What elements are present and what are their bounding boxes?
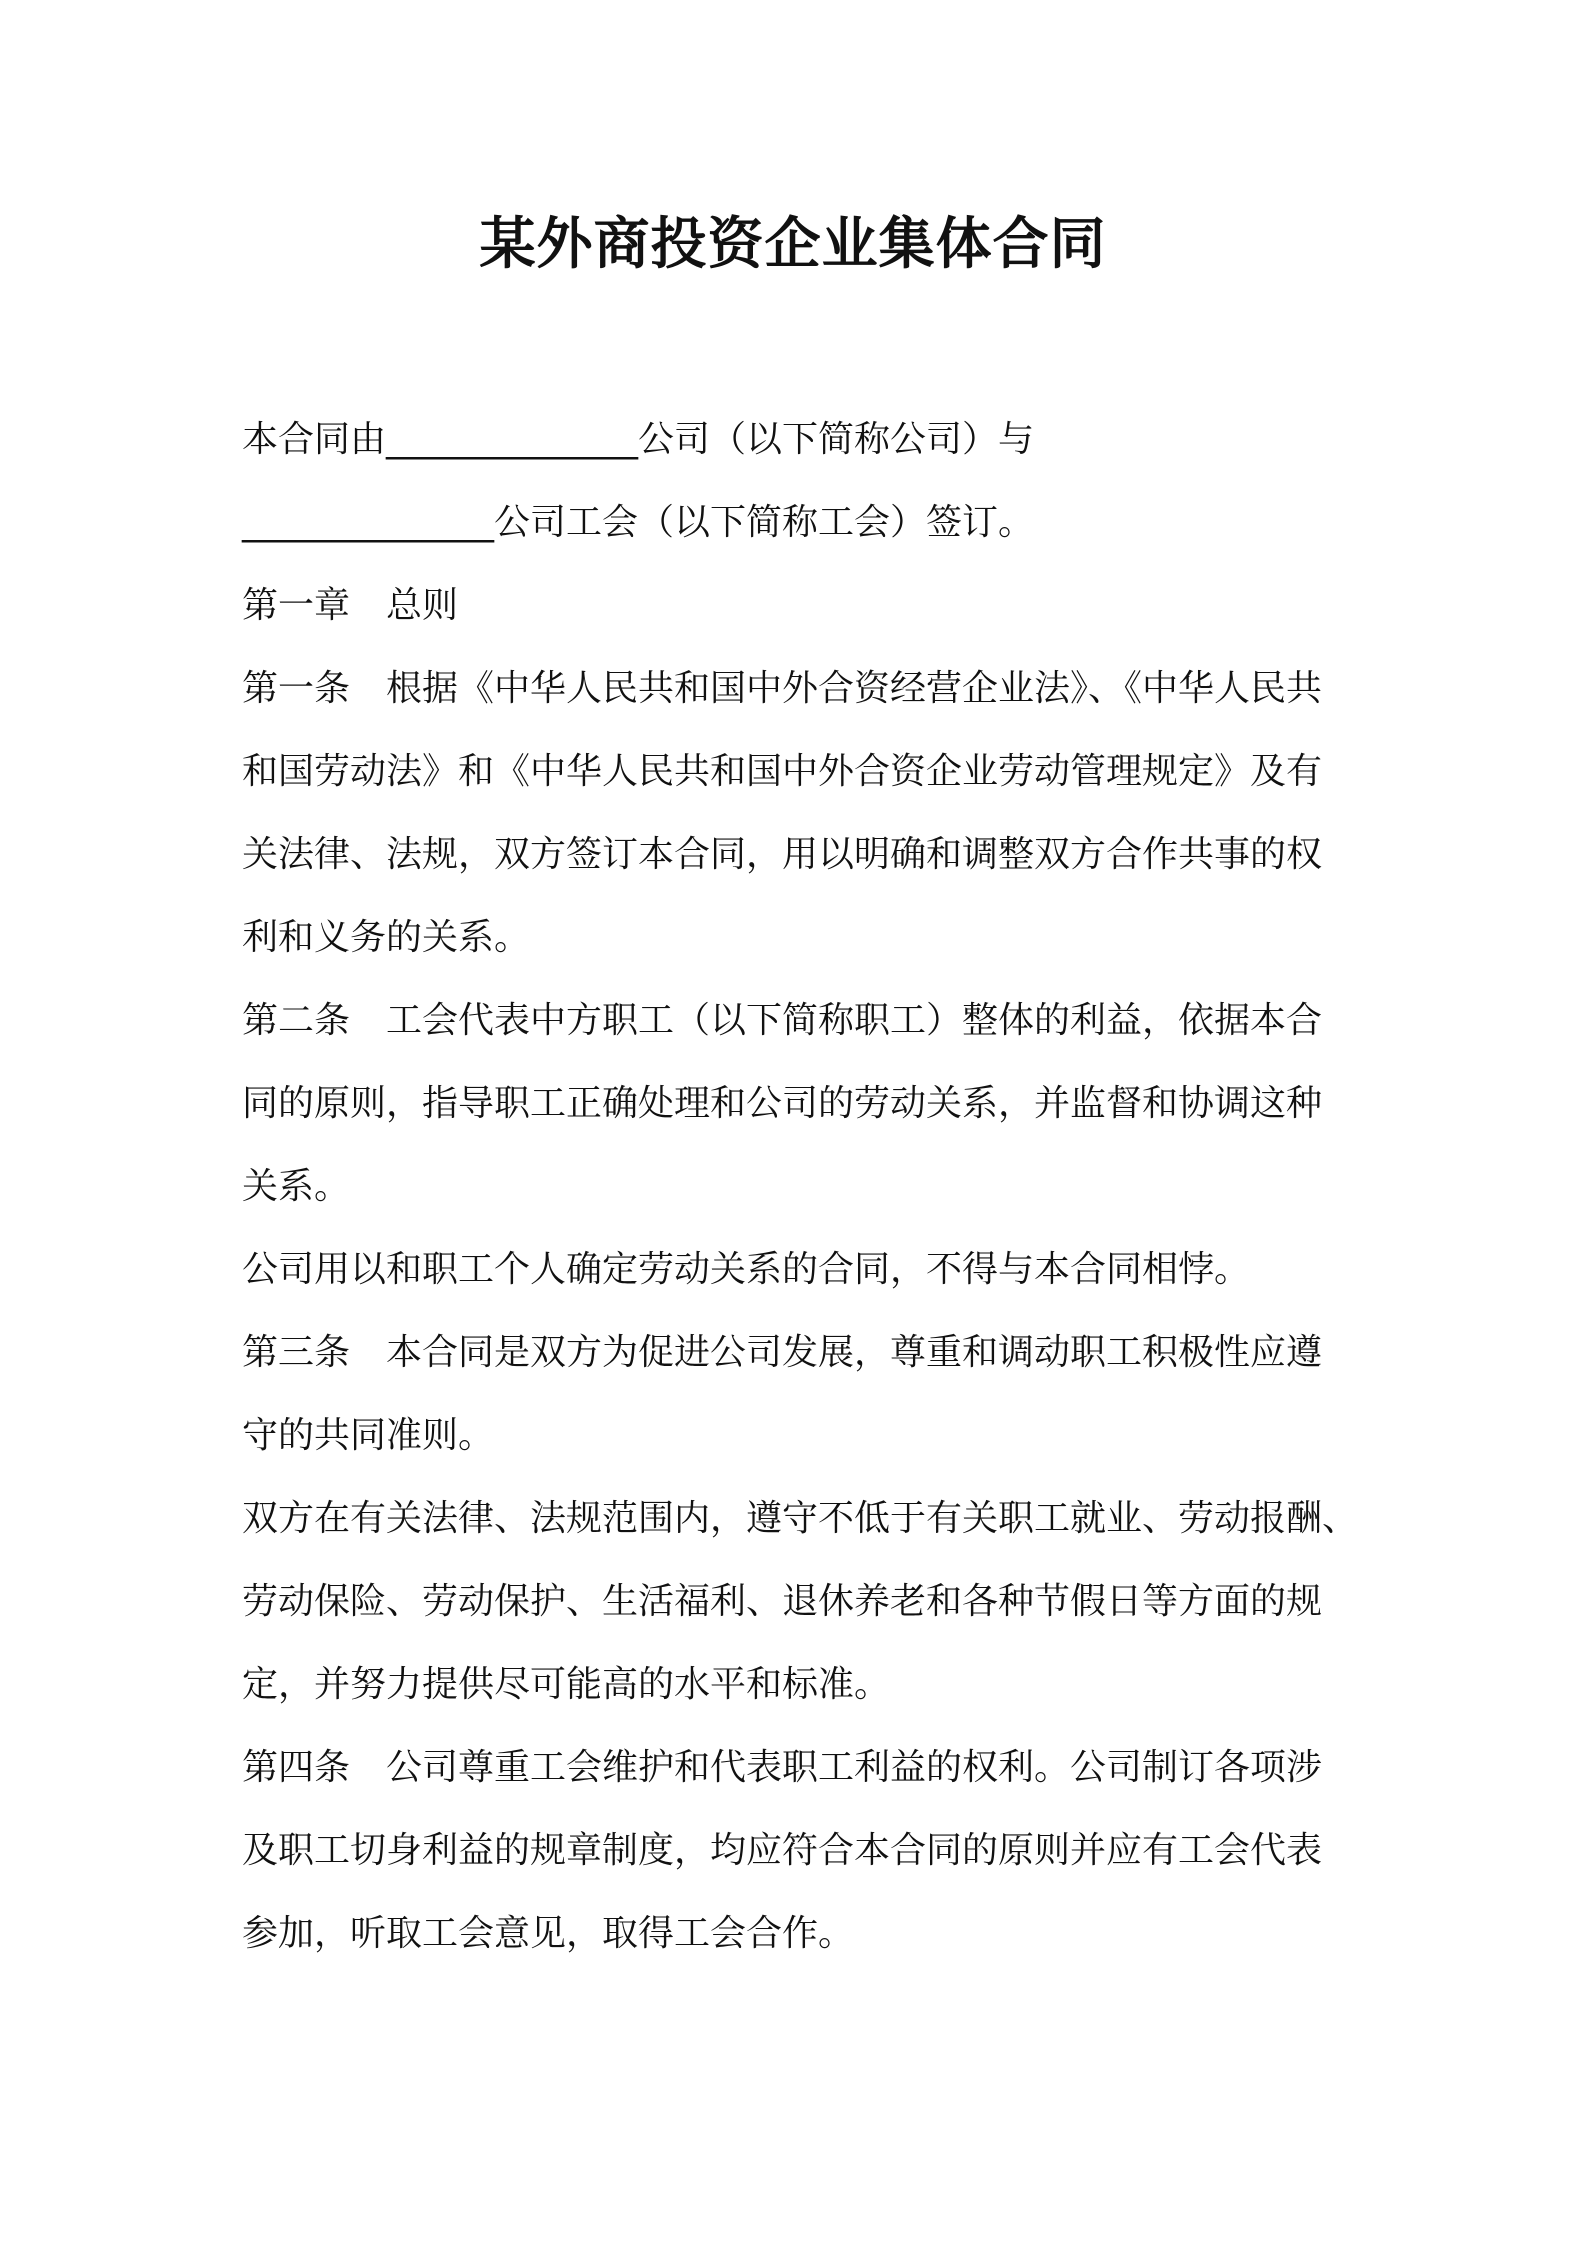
text-line: 关系。 xyxy=(242,1166,351,1207)
text-line: 本合同由______________公司（以下简称公司）与 xyxy=(242,419,1035,460)
text-line: 第二条 工会代表中方职工（以下简称职工）整体的利益，依据本合 xyxy=(242,1000,1323,1041)
text-line: ______________公司工会（以下简称工会）签订。 xyxy=(242,502,1035,543)
text-line: 守的共同准则。 xyxy=(242,1415,495,1456)
text-line: 定，并努力提供尽可能高的水平和标准。 xyxy=(242,1664,891,1705)
text-line: 公司用以和职工个人确定劳动关系的合同，不得与本合同相悖。 xyxy=(242,1249,1251,1290)
document-body xyxy=(242,398,1364,1975)
text-line: 第四条 公司尊重工会维护和代表职工利益的权利。公司制订各项涉 xyxy=(242,1747,1323,1788)
document-title: 某外商投资企业集体合同 xyxy=(479,212,1107,277)
text-line: 第三条 本合同是双方为促进公司发展，尊重和调动职工积极性应遵 xyxy=(242,1332,1323,1373)
text-line: 劳动保险、劳动保护、生活福利、退休养老和各种节假日等方面的规 xyxy=(242,1581,1323,1622)
text-line: 利和义务的关系。 xyxy=(242,917,531,958)
text-line: 和国劳动法》和《中华人民共和国中外合资企业劳动管理规定》及有 xyxy=(242,751,1323,792)
text-line: 同的原则，指导职工正确处理和公司的劳动关系，并监督和协调这种 xyxy=(242,1083,1323,1124)
text-line: 关法律、法规，双方签订本合同，用以明确和调整双方合作共事的权 xyxy=(242,834,1323,875)
text-line: 参加，听取工会意见，取得工会合作。 xyxy=(242,1913,855,1954)
text-line: 双方在有关法律、法规范围内，遵守不低于有关职工就业、劳动报酬、 xyxy=(242,1498,1359,1539)
text-line: 第一条 根据《中华人民共和国中外合资经营企业法》、《中华人民共 xyxy=(242,668,1323,709)
chapter-heading: 第一章 总则 xyxy=(242,585,459,626)
text-line: 及职工切身利益的规章制度，均应符合本合同的原则并应有工会代表 xyxy=(242,1830,1323,1871)
